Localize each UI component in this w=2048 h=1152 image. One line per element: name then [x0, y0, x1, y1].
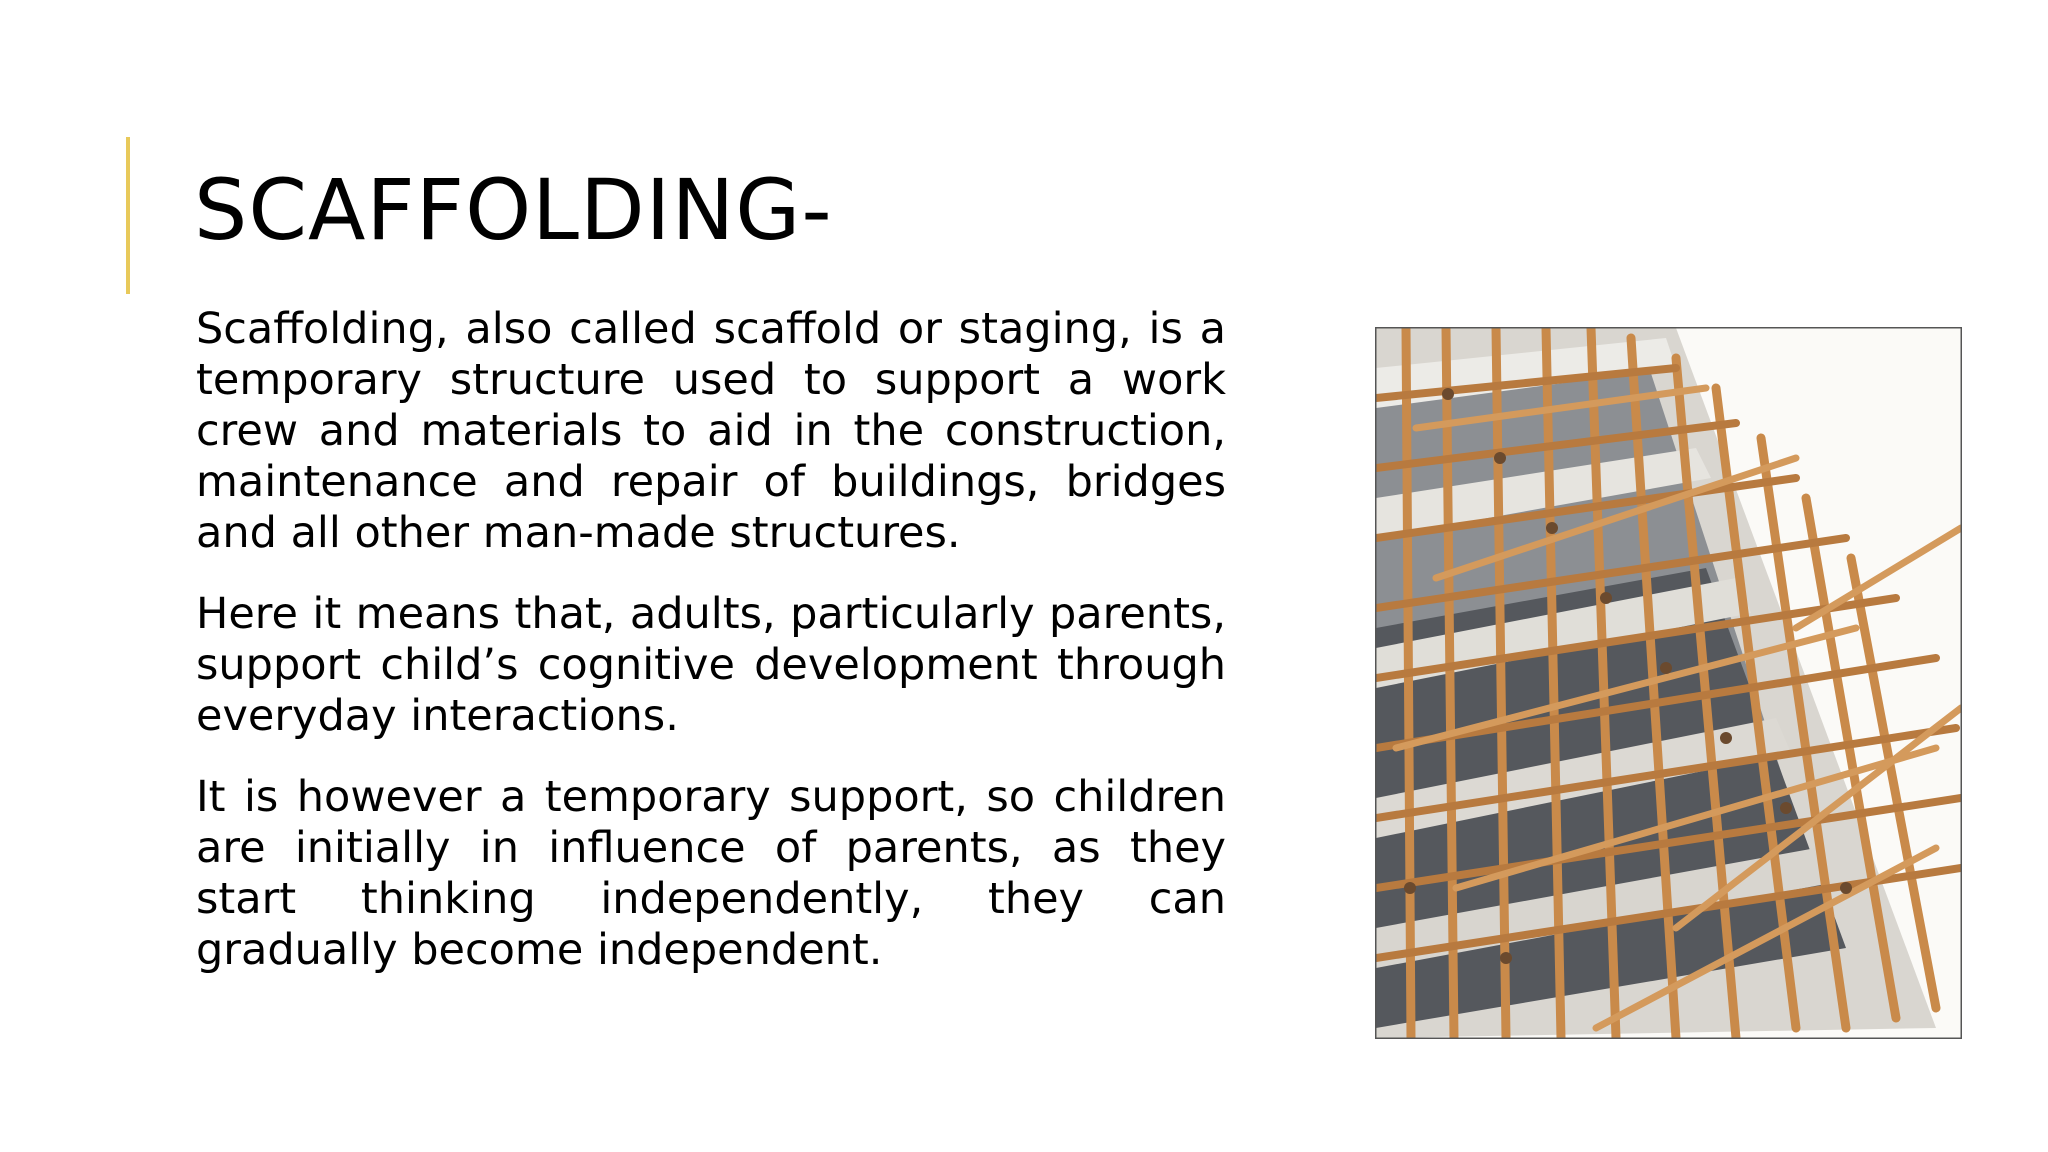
paragraph-meaning: Here it means that, adults, particularly parents, support child’s cognitive development through everyday interactions. [196, 589, 1226, 741]
scaffolding-illustration [1376, 328, 1961, 1038]
paragraph-temporary-support: It is however a temporary support, so children are initially in influence of parents, as they start thinking independently, they can gradually become independent. [196, 772, 1226, 975]
paragraph-definition: Scaffolding, also called scaffold or staging, is a temporary structure used to support a work crew and materials to aid in the construction, maintenance and repair of buildings, bridges and all other man-made structures. [196, 304, 1226, 558]
scaffolding-photo [1375, 327, 1962, 1039]
accent-bar [126, 137, 130, 294]
slide-body [196, 304, 1226, 1006]
slide-title: SCAFFOLDING- [194, 161, 833, 259]
